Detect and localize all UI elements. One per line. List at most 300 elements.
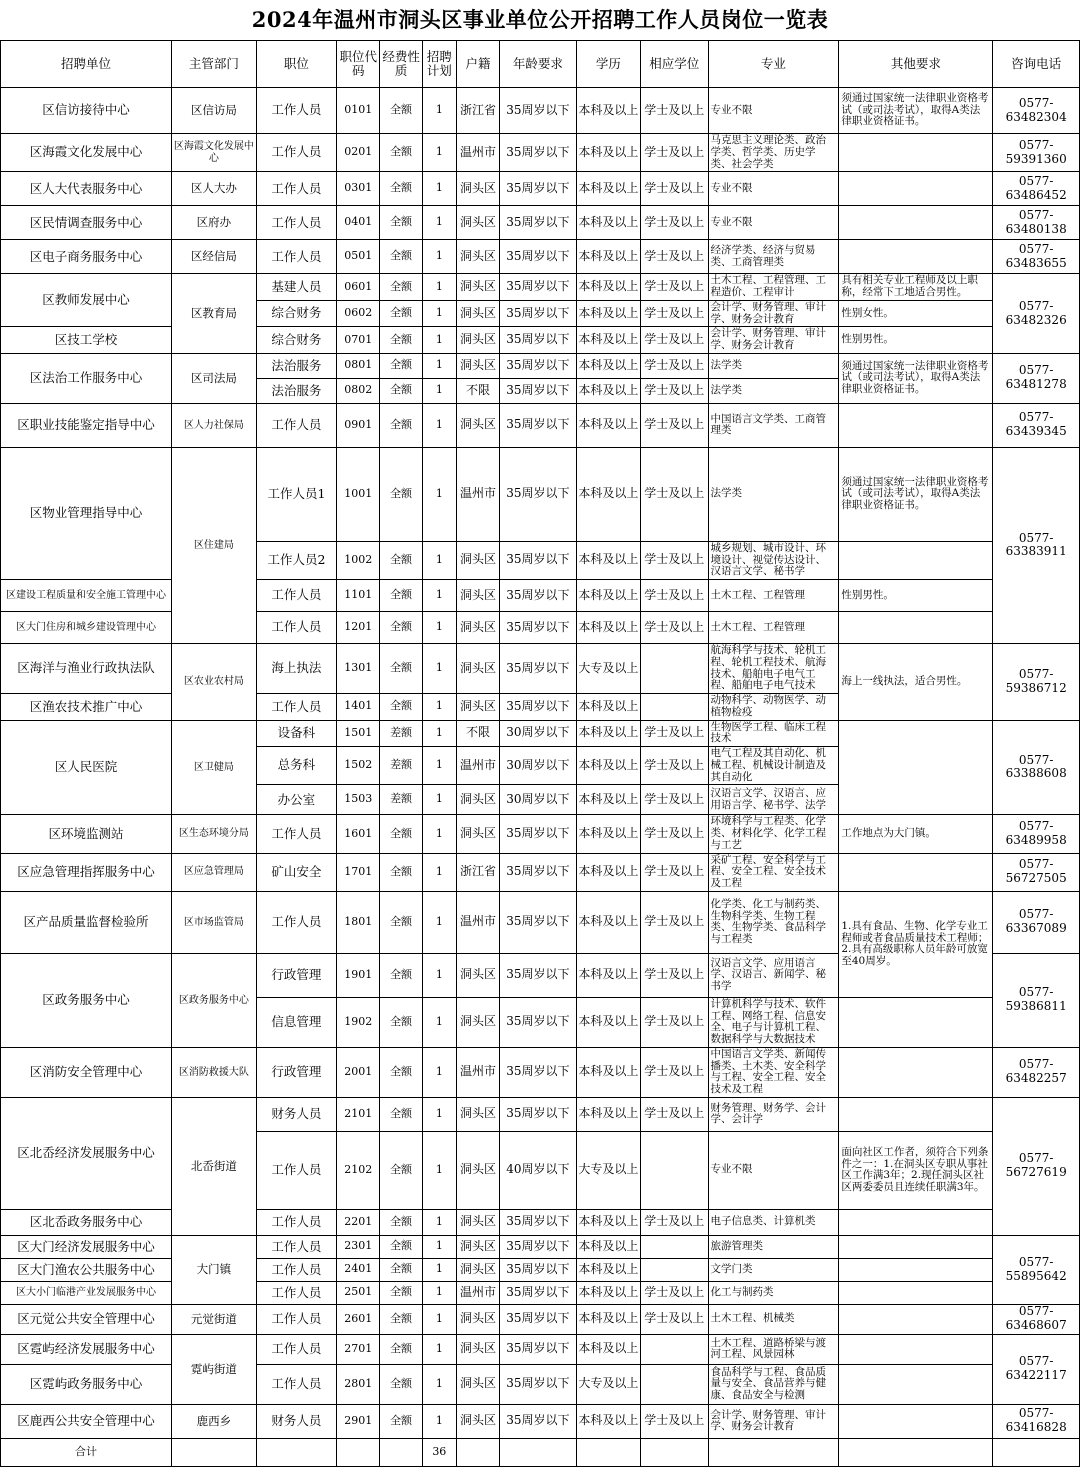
degree-cell: 学士及以上 — [641, 206, 708, 240]
other-requirements-cell — [839, 1235, 993, 1258]
age-cell: 35周岁以下 — [500, 815, 576, 853]
position-cell: 设备科 — [256, 720, 337, 747]
position-cell: 工作人员 — [256, 1281, 337, 1304]
other-requirements-cell — [839, 1258, 993, 1281]
table-row — [1, 644, 1080, 694]
position-cell: 行政管理 — [256, 953, 337, 997]
major-cell: 马克思主义理论类、政治学类、哲学类、历史学类、社会学类 — [708, 134, 839, 172]
unit-cell: 区电子商务服务中心 — [1, 240, 172, 274]
huji-cell: 洞头区 — [456, 353, 499, 378]
major-cell: 电子信息类、计算机类 — [708, 1209, 839, 1235]
unit-cell: 区元觉公共安全管理中心 — [1, 1304, 172, 1334]
header-cell: 经费性质 — [380, 41, 422, 88]
other-requirements-cell: 面向社区工作者，须符合下列条件之一：1.在洞头区专职从事社区工作满3年；2.现任洞头区社区两委委员且连续任职满3年。 — [839, 1131, 993, 1209]
education-cell: 本科及以上 — [576, 378, 640, 403]
age-cell: 35周岁以下 — [500, 1334, 576, 1364]
table-row — [1, 274, 1080, 301]
code-cell: 1401 — [337, 694, 380, 721]
degree-cell: 学士及以上 — [641, 327, 708, 354]
major-cell: 会计学、财务管理、审计学、财务会计教育 — [708, 327, 839, 354]
unit-cell: 区技工学校 — [1, 327, 172, 354]
education-cell: 大专及以上 — [576, 1364, 640, 1404]
degree-cell: 学士及以上 — [641, 815, 708, 853]
major-cell: 专业不限 — [708, 88, 839, 134]
position-cell: 工作人员 — [256, 172, 337, 206]
major-cell: 会计学、财务管理、审计学、财务会计教育 — [708, 300, 839, 327]
education-cell: 本科及以上 — [576, 1047, 640, 1097]
code-cell: 0501 — [337, 240, 380, 274]
position-cell: 行政管理 — [256, 1047, 337, 1097]
phone-cell: 0577-63486452 — [993, 172, 1080, 206]
header-cell: 招聘单位 — [1, 41, 172, 88]
position-cell: 工作人员 — [256, 134, 337, 172]
phone-cell: 0577-63468607 — [993, 1304, 1080, 1334]
unit-cell: 区物业管理指导中心 — [1, 447, 172, 579]
age-cell: 35周岁以下 — [500, 1097, 576, 1131]
header-cell: 其他要求 — [839, 41, 993, 88]
code-cell: 1001 — [337, 447, 380, 541]
major-cell: 汉语言文学、应用语言学、汉语言、新闻学、秘书学 — [708, 953, 839, 997]
code-cell: 1601 — [337, 815, 380, 853]
code-cell: 2901 — [337, 1404, 380, 1438]
age-cell: 35周岁以下 — [500, 541, 576, 579]
plan-cell: 1 — [422, 274, 456, 301]
position-cell: 工作人员2 — [256, 541, 337, 579]
page-title: 2024年温州市洞头区事业单位公开招聘工作人员岗位一览表 — [251, 7, 829, 32]
major-cell: 土木工程、工程管理 — [708, 580, 839, 612]
fund-cell: 全额 — [380, 644, 422, 694]
degree-cell — [641, 644, 708, 694]
unit-cell: 区建设工程质量和安全施工管理中心 — [1, 580, 172, 612]
position-cell: 工作人员 — [256, 815, 337, 853]
degree-cell: 学士及以上 — [641, 720, 708, 747]
degree-cell — [641, 1131, 708, 1209]
age-cell: 30周岁以下 — [500, 720, 576, 747]
age-cell: 35周岁以下 — [500, 447, 576, 541]
phone-cell: 0577-63383911 — [993, 447, 1080, 643]
plan-cell: 1 — [422, 353, 456, 378]
education-cell: 本科及以上 — [576, 891, 640, 953]
huji-cell: 洞头区 — [456, 240, 499, 274]
unit-cell: 区渔农技术推广中心 — [1, 694, 172, 721]
phone-cell: 0577-63480138 — [993, 206, 1080, 240]
education-cell: 本科及以上 — [576, 327, 640, 354]
position-cell: 工作人员 — [256, 240, 337, 274]
total-row — [1, 1438, 1080, 1466]
total-label: 合计 — [1, 1438, 172, 1466]
unit-cell: 区霓屿经济发展服务中心 — [1, 1334, 172, 1364]
code-cell: 0901 — [337, 403, 380, 447]
major-cell: 环境科学与工程类、化学类、材料化学、化学工程与工艺 — [708, 815, 839, 853]
plan-cell: 1 — [422, 815, 456, 853]
phone-cell: 0577-63388608 — [993, 720, 1080, 815]
education-cell: 本科及以上 — [576, 403, 640, 447]
huji-cell: 温州市 — [456, 1047, 499, 1097]
education-cell: 本科及以上 — [576, 853, 640, 891]
major-cell: 专业不限 — [708, 206, 839, 240]
age-cell: 35周岁以下 — [500, 1258, 576, 1281]
major-cell: 旅游管理类 — [708, 1235, 839, 1258]
huji-cell: 洞头区 — [456, 1131, 499, 1209]
header-cell: 主管部门 — [172, 41, 257, 88]
huji-cell: 浙江省 — [456, 88, 499, 134]
unit-cell: 区北岙经济发展服务中心 — [1, 1097, 172, 1209]
degree-cell — [641, 1364, 708, 1404]
fund-cell: 全额 — [380, 997, 422, 1047]
other-requirements-cell — [839, 1304, 993, 1334]
degree-cell: 学士及以上 — [641, 403, 708, 447]
fund-cell: 全额 — [380, 1209, 422, 1235]
age-cell: 40周岁以下 — [500, 1131, 576, 1209]
degree-cell: 学士及以上 — [641, 1209, 708, 1235]
huji-cell: 洞头区 — [456, 206, 499, 240]
fund-cell: 差额 — [380, 785, 422, 815]
code-cell: 1301 — [337, 644, 380, 694]
huji-cell: 洞头区 — [456, 541, 499, 579]
fund-cell: 全额 — [380, 1364, 422, 1404]
position-cell: 工作人员 — [256, 891, 337, 953]
dept-cell: 北岙街道 — [172, 1097, 257, 1235]
code-cell: 0601 — [337, 274, 380, 301]
degree-cell — [641, 694, 708, 721]
fund-cell: 全额 — [380, 1258, 422, 1281]
phone-cell: 0577-59386712 — [993, 644, 1080, 721]
major-cell: 食品科学与工程、食品质量与安全、食品营养与健康、食品安全与检测 — [708, 1364, 839, 1404]
huji-cell: 洞头区 — [456, 403, 499, 447]
unit-cell: 区北岙政务服务中心 — [1, 1209, 172, 1235]
fund-cell: 全额 — [380, 541, 422, 579]
position-cell: 工作人员 — [256, 1209, 337, 1235]
education-cell: 本科及以上 — [576, 1281, 640, 1304]
position-cell: 工作人员 — [256, 1258, 337, 1281]
plan-cell: 1 — [422, 1364, 456, 1404]
degree-cell — [641, 1235, 708, 1258]
other-requirements-cell — [839, 1281, 993, 1304]
fund-cell: 全额 — [380, 1235, 422, 1258]
huji-cell: 洞头区 — [456, 997, 499, 1047]
plan-cell: 1 — [422, 997, 456, 1047]
dept-cell: 区司法局 — [172, 353, 257, 403]
dept-cell: 区应急管理局 — [172, 853, 257, 891]
phone-cell: 0577-63367089 — [993, 891, 1080, 953]
fund-cell: 全额 — [380, 815, 422, 853]
other-requirements-cell — [839, 853, 993, 891]
fund-cell: 全额 — [380, 300, 422, 327]
degree-cell: 学士及以上 — [641, 88, 708, 134]
code-cell: 1502 — [337, 747, 380, 785]
other-requirements-cell — [839, 206, 993, 240]
unit-cell: 区应急管理指挥服务中心 — [1, 853, 172, 891]
unit-cell: 区大门住房和城乡建设管理中心 — [1, 612, 172, 644]
fund-cell: 全额 — [380, 1334, 422, 1364]
dept-cell: 区政务服务中心 — [172, 953, 257, 1047]
age-cell: 35周岁以下 — [500, 172, 576, 206]
huji-cell: 洞头区 — [456, 327, 499, 354]
other-requirements-cell: 1.具有食品、生物、化学专业工程师或者食品质量技术工程师；2.具有高级职称人员年龄可放宽至40周岁。 — [839, 891, 993, 997]
education-cell: 本科及以上 — [576, 694, 640, 721]
code-cell: 2401 — [337, 1258, 380, 1281]
major-cell: 文学门类 — [708, 1258, 839, 1281]
code-cell: 2701 — [337, 1334, 380, 1364]
degree-cell: 学士及以上 — [641, 953, 708, 997]
position-cell: 办公室 — [256, 785, 337, 815]
plan-cell: 1 — [422, 1131, 456, 1209]
age-cell: 35周岁以下 — [500, 1281, 576, 1304]
plan-cell: 1 — [422, 785, 456, 815]
age-cell: 35周岁以下 — [500, 580, 576, 612]
unit-cell: 区政务服务中心 — [1, 953, 172, 1047]
code-cell: 0401 — [337, 206, 380, 240]
age-cell: 30周岁以下 — [500, 785, 576, 815]
plan-cell: 1 — [422, 1235, 456, 1258]
plan-cell: 1 — [422, 694, 456, 721]
table-header-row — [1, 41, 1080, 88]
other-requirements-cell: 性别男性。 — [839, 580, 993, 612]
degree-cell: 学士及以上 — [641, 891, 708, 953]
fund-cell: 全额 — [380, 206, 422, 240]
unit-cell: 区职业技能鉴定指导中心 — [1, 403, 172, 447]
major-cell: 法学类 — [708, 353, 839, 378]
phone-cell: 0577-63439345 — [993, 403, 1080, 447]
major-cell: 会计学、财务管理、审计学、财务会计教育 — [708, 1404, 839, 1438]
positions-table — [0, 40, 1080, 1467]
phone-cell: 0577-63482326 — [993, 274, 1080, 354]
position-cell: 综合财务 — [256, 300, 337, 327]
unit-cell: 区环境监测站 — [1, 815, 172, 853]
phone-cell: 0577-63482257 — [993, 1047, 1080, 1097]
header-cell: 户籍 — [456, 41, 499, 88]
table-row — [1, 353, 1080, 378]
degree-cell: 学士及以上 — [641, 1097, 708, 1131]
plan-cell: 1 — [422, 953, 456, 997]
code-cell: 0201 — [337, 134, 380, 172]
huji-cell: 温州市 — [456, 747, 499, 785]
position-cell: 法治服务 — [256, 378, 337, 403]
phone-cell: 0577-63481278 — [993, 353, 1080, 403]
unit-cell: 区教师发展中心 — [1, 274, 172, 327]
degree-cell: 学士及以上 — [641, 300, 708, 327]
fund-cell: 全额 — [380, 1131, 422, 1209]
plan-cell: 1 — [422, 134, 456, 172]
degree-cell: 学士及以上 — [641, 274, 708, 301]
position-cell: 基建人员 — [256, 274, 337, 301]
huji-cell: 洞头区 — [456, 1097, 499, 1131]
education-cell: 本科及以上 — [576, 172, 640, 206]
other-requirements-cell: 性别女性。 — [839, 300, 993, 327]
dept-cell: 区海霞文化发展中心 — [172, 134, 257, 172]
degree-cell — [641, 1258, 708, 1281]
huji-cell: 洞头区 — [456, 580, 499, 612]
other-requirements-cell — [839, 1097, 993, 1131]
huji-cell: 洞头区 — [456, 694, 499, 721]
major-cell: 财务管理、财务学、会计学、会计学 — [708, 1097, 839, 1131]
degree-cell: 学士及以上 — [641, 378, 708, 403]
position-cell: 工作人员 — [256, 403, 337, 447]
unit-cell: 区大门经济发展服务中心 — [1, 1235, 172, 1258]
fund-cell: 全额 — [380, 1304, 422, 1334]
header-cell: 相应学位 — [641, 41, 708, 88]
huji-cell: 洞头区 — [456, 1334, 499, 1364]
major-cell: 土木工程、机械类 — [708, 1304, 839, 1334]
major-cell: 土木工程、工程管理、工程造价、工程审计 — [708, 274, 839, 301]
plan-cell: 1 — [422, 1209, 456, 1235]
position-cell: 财务人员 — [256, 1097, 337, 1131]
header-cell: 职位代码 — [337, 41, 380, 88]
table-row — [1, 580, 1080, 612]
table-row — [1, 1047, 1080, 1097]
unit-cell: 区消防安全管理中心 — [1, 1047, 172, 1097]
header-cell: 招聘计划 — [422, 41, 456, 88]
education-cell: 本科及以上 — [576, 580, 640, 612]
degree-cell: 学士及以上 — [641, 1047, 708, 1097]
fund-cell: 全额 — [380, 953, 422, 997]
age-cell: 35周岁以下 — [500, 353, 576, 378]
plan-cell: 1 — [422, 378, 456, 403]
unit-cell: 区大小门临港产业发展服务中心 — [1, 1281, 172, 1304]
code-cell: 0801 — [337, 353, 380, 378]
position-cell: 工作人员 — [256, 1304, 337, 1334]
table-row — [1, 1209, 1080, 1235]
major-cell: 法学类 — [708, 447, 839, 541]
education-cell: 本科及以上 — [576, 1334, 640, 1364]
table-row — [1, 327, 1080, 354]
dept-cell: 霓屿街道 — [172, 1334, 257, 1404]
code-cell: 2501 — [337, 1281, 380, 1304]
huji-cell: 洞头区 — [456, 1364, 499, 1404]
degree-cell — [641, 1334, 708, 1364]
age-cell: 35周岁以下 — [500, 240, 576, 274]
position-cell: 工作人员 — [256, 612, 337, 644]
dept-cell: 区经信局 — [172, 240, 257, 274]
other-requirements-cell: 具有相关专业工程师及以上职称，经常下工地适合男性。 — [839, 274, 993, 301]
education-cell: 本科及以上 — [576, 785, 640, 815]
other-requirements-cell — [839, 1364, 993, 1404]
age-cell: 35周岁以下 — [500, 300, 576, 327]
major-cell: 化学类、化工与制药类、生物科学类、生物工程类、生物学类、食品科学与工程类 — [708, 891, 839, 953]
degree-cell: 学士及以上 — [641, 447, 708, 541]
plan-cell: 1 — [422, 1334, 456, 1364]
other-requirements-cell: 须通过国家统一法律职业资格考试（或司法考试），取得A类法律职业资格证书。 — [839, 88, 993, 134]
table-row — [1, 1281, 1080, 1304]
plan-cell: 1 — [422, 1258, 456, 1281]
major-cell: 采矿工程、安全科学与工程、安全工程、安全技术及工程 — [708, 853, 839, 891]
dept-cell: 区生态环境分局 — [172, 815, 257, 853]
degree-cell: 学士及以上 — [641, 612, 708, 644]
unit-cell: 区鹿西公共安全管理中心 — [1, 1404, 172, 1438]
table-row — [1, 1258, 1080, 1281]
plan-cell: 1 — [422, 403, 456, 447]
plan-cell: 1 — [422, 447, 456, 541]
phone-cell: 0577-63489958 — [993, 815, 1080, 853]
huji-cell: 洞头区 — [456, 1404, 499, 1438]
table-row — [1, 447, 1080, 541]
phone-cell: 0577-63422117 — [993, 1334, 1080, 1404]
unit-cell: 区信访接待中心 — [1, 88, 172, 134]
other-requirements-cell: 工作地点为大门镇。 — [839, 815, 993, 853]
dept-cell: 区住建局 — [172, 447, 257, 643]
education-cell: 本科及以上 — [576, 240, 640, 274]
major-cell: 专业不限 — [708, 172, 839, 206]
education-cell: 本科及以上 — [576, 206, 640, 240]
degree-cell: 学士及以上 — [641, 353, 708, 378]
position-cell: 法治服务 — [256, 353, 337, 378]
education-cell: 本科及以上 — [576, 1304, 640, 1334]
fund-cell: 全额 — [380, 1404, 422, 1438]
degree-cell: 学士及以上 — [641, 785, 708, 815]
age-cell: 35周岁以下 — [500, 403, 576, 447]
huji-cell: 洞头区 — [456, 172, 499, 206]
table-row — [1, 853, 1080, 891]
major-cell: 生物医学工程、临床工程技术 — [708, 720, 839, 747]
dept-cell: 大门镇 — [172, 1235, 257, 1304]
table-row — [1, 612, 1080, 644]
education-cell: 本科及以上 — [576, 612, 640, 644]
age-cell: 35周岁以下 — [500, 694, 576, 721]
other-requirements-cell: 海上一线执法，适合男性。 — [839, 644, 993, 721]
fund-cell: 全额 — [380, 378, 422, 403]
huji-cell: 温州市 — [456, 891, 499, 953]
position-cell: 工作人员 — [256, 206, 337, 240]
fund-cell: 全额 — [380, 891, 422, 953]
age-cell: 35周岁以下 — [500, 612, 576, 644]
header-cell: 职位 — [256, 41, 337, 88]
education-cell: 本科及以上 — [576, 815, 640, 853]
huji-cell: 不限 — [456, 720, 499, 747]
unit-cell: 区海霞文化发展中心 — [1, 134, 172, 172]
fund-cell: 全额 — [380, 1047, 422, 1097]
fund-cell: 全额 — [380, 580, 422, 612]
fund-cell: 全额 — [380, 274, 422, 301]
table-row — [1, 1404, 1080, 1438]
plan-cell: 1 — [422, 580, 456, 612]
code-cell: 2201 — [337, 1209, 380, 1235]
code-cell: 2301 — [337, 1235, 380, 1258]
position-cell: 工作人员 — [256, 1364, 337, 1404]
other-requirements-cell: 须通过国家统一法律职业资格考试（或司法考试），取得A类法律职业资格证书。 — [839, 353, 993, 403]
huji-cell: 洞头区 — [456, 815, 499, 853]
table-row — [1, 815, 1080, 853]
major-cell: 土木工程、道路桥梁与渡河工程、风景园林 — [708, 1334, 839, 1364]
huji-cell: 洞头区 — [456, 1209, 499, 1235]
dept-cell: 区人力社保局 — [172, 403, 257, 447]
fund-cell: 全额 — [380, 172, 422, 206]
education-cell: 本科及以上 — [576, 1209, 640, 1235]
code-cell: 2801 — [337, 1364, 380, 1404]
other-requirements-cell — [839, 403, 993, 447]
major-cell: 计算机科学与技术、软件工程、网络工程、信息安全、电子与计算机工程、数据科学与大数据技术 — [708, 997, 839, 1047]
code-cell: 1801 — [337, 891, 380, 953]
age-cell: 35周岁以下 — [500, 1235, 576, 1258]
code-cell: 1902 — [337, 997, 380, 1047]
plan-cell: 1 — [422, 1304, 456, 1334]
huji-cell: 洞头区 — [456, 1235, 499, 1258]
phone-cell: 0577-56727505 — [993, 853, 1080, 891]
code-cell: 1501 — [337, 720, 380, 747]
position-cell: 工作人员 — [256, 1334, 337, 1364]
dept-cell: 元觉街道 — [172, 1304, 257, 1334]
age-cell: 35周岁以下 — [500, 1404, 576, 1438]
education-cell: 本科及以上 — [576, 541, 640, 579]
fund-cell: 全额 — [380, 327, 422, 354]
degree-cell: 学士及以上 — [641, 541, 708, 579]
fund-cell: 差额 — [380, 720, 422, 747]
table-row — [1, 240, 1080, 274]
plan-cell: 1 — [422, 172, 456, 206]
position-cell: 矿山安全 — [256, 853, 337, 891]
plan-cell: 1 — [422, 300, 456, 327]
huji-cell: 洞头区 — [456, 274, 499, 301]
code-cell: 2601 — [337, 1304, 380, 1334]
